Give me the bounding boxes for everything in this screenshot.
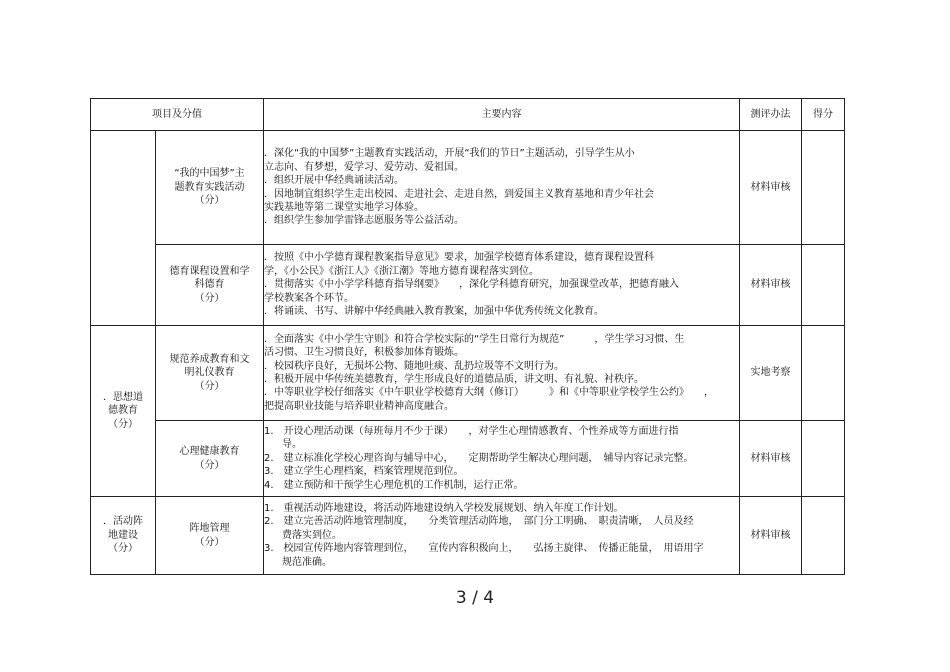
- method-cell: 材料审核: [740, 245, 802, 326]
- content-line: ．因地制宜组织学生走出校园、走进社会、走进自然，到爱国主义教育基地和青少年社会: [264, 188, 654, 200]
- subitem-cell: [156, 421, 264, 497]
- subitem-line: （分）: [194, 459, 225, 471]
- header-method: 测评办法: [740, 99, 802, 131]
- content-line: 学校教案各个环节。: [264, 292, 354, 304]
- group-label-line: 地建设: [108, 529, 138, 541]
- content-line: ．组织学生参加学雷锋志愿服务等公益活动。: [264, 215, 464, 227]
- method-cell: 材料审核: [740, 131, 802, 245]
- content-line: 活习惯、卫生习惯良好，积极参加体育锻炼。: [264, 347, 464, 359]
- evaluation-table: [90, 98, 845, 575]
- method-cell: 材料审核: [740, 421, 802, 497]
- table-row: [91, 131, 845, 245]
- score-cell: [802, 326, 845, 421]
- score-cell: [802, 421, 845, 497]
- method-cell: 实地考察: [740, 326, 802, 421]
- content-line: 1. 开设心理活动课（每班每月不少于课） ，对学生心理情感教育、个性养成等方面进行指: [264, 425, 679, 437]
- table-header-row: [91, 99, 845, 131]
- content-line: ．全面落实《中小学生守则》和符合学校实际的“学生日常行为规范” ，学生学习习惯、生: [264, 333, 685, 345]
- subitem-line: 明礼仪教育: [184, 367, 235, 379]
- content-line: 3. 校园宣传阵地内容管理到位， 宣传内容积极向上， 弘扬主旋律、 传播正能量， 用语用字: [264, 543, 704, 555]
- content-line: 4. 建立预防和干预学生心理危机的工作机制，运行正常。: [264, 479, 524, 491]
- table-row: [91, 326, 845, 421]
- subitem-line: 科德育: [194, 279, 225, 291]
- content-line: 2. 建立完善活动阵地管理制度， 分类管理活动阵地， 部门分工明确、 职责清晰， 人员及经: [264, 516, 694, 528]
- content-line: ．组织开展中华经典诵读活动。: [264, 175, 404, 187]
- table-row: [91, 245, 845, 326]
- group-label-line: （分）: [108, 418, 138, 430]
- content-line: ．贯彻落实《中小学学科德育指导纲要》 ，深化学科德育研究，加强课堂改革，把德育融入: [264, 279, 679, 291]
- content-line: 实践基地等第二课堂实地学习体验。: [264, 201, 424, 213]
- header-content: 主要内容: [264, 99, 740, 131]
- content-line: 导。: [282, 439, 302, 451]
- content-line: ．按照《中小学德育课程教案指导意见》要求，加强学校德育体系建设，德育课程设置科: [264, 252, 654, 264]
- content-cell: [264, 131, 740, 245]
- subitem-line: （分）: [194, 195, 225, 207]
- subitem-line: 规范养成教育和文: [169, 353, 250, 365]
- score-cell: [802, 131, 845, 245]
- subitem-line: （分）: [194, 292, 225, 304]
- group-cell: [91, 497, 156, 575]
- subitem-cell: [156, 245, 264, 326]
- header-score: 得分: [802, 99, 845, 131]
- subitem-cell: [156, 497, 264, 575]
- group-label-line: 德教育: [108, 405, 138, 417]
- header-item: 项目及分值: [91, 99, 264, 131]
- subitem-cell: [156, 131, 264, 245]
- content-line: 规范准确。: [282, 556, 332, 568]
- group-label-line: （分）: [108, 543, 138, 555]
- group-label-line: ．活动阵: [103, 516, 143, 528]
- subitem-line: （分）: [194, 380, 225, 392]
- table-row: [91, 497, 845, 575]
- group-cell: [91, 326, 156, 497]
- subitem-line: （分）: [194, 536, 225, 548]
- group-cell-empty: [91, 131, 156, 326]
- subitem-line: 阵地管理: [189, 523, 230, 535]
- content-line: 费落实到位。: [282, 529, 342, 541]
- subitem-line: 德育课程设置和学: [169, 265, 250, 277]
- content-line: ．校园秩序良好，无损坏公物、随地吐痰、乱扔垃圾等不文明行为。: [264, 360, 564, 372]
- content-line: 立志向、有梦想，爱学习、爱劳动、爱祖国。: [264, 161, 464, 173]
- table-row: [91, 421, 845, 497]
- content-line: ．将诵读、书写、讲解中华经典融入教育教案，加强中华优秀传统文化教育。: [264, 306, 604, 318]
- content-cell: [264, 245, 740, 326]
- group-label-line: ．思想道: [103, 391, 143, 403]
- content-line: 3. 建立学生心理档案，档案管理规范到位。: [264, 466, 464, 478]
- content-cell: [264, 326, 740, 421]
- content-line: 1. 重视活动阵地建设，将活动阵地建设纳入学校发展规划、纳入年度工作计划。: [264, 502, 624, 514]
- subitem-line: “我的中国梦”主: [174, 168, 245, 180]
- content-line: ．深化“我的中国梦”主题教育实践活动，开展“我们的节日”主题活动，引导学生从小: [264, 148, 635, 160]
- subitem-cell: [156, 326, 264, 421]
- method-cell: 材料审核: [740, 497, 802, 575]
- page-number: 3 / 4: [455, 588, 495, 608]
- content-line: ．中等职业学校仔细落实《中午职业学校德育大纲（修订） 》和《中等职业学校学生公约》 ，: [264, 387, 714, 399]
- content-line: 2. 建立标准化学校心理咨询与辅导中心， 定期帮助学生解决心理问题， 辅导内容记录完整。: [264, 452, 694, 464]
- subitem-line: 题教育实践活动: [174, 181, 245, 193]
- score-cell: [802, 497, 845, 575]
- content-cell: [264, 497, 740, 575]
- content-line: 把提高职业技能与培养职业精神高度融合。: [264, 400, 454, 412]
- content-line: ．积极开展中华传统美德教育，学生形成良好的道德品质，讲文明、有礼貌、衬秩序。: [264, 374, 644, 385]
- subitem-line: 心理健康教育: [179, 446, 240, 458]
- content-cell: [264, 421, 740, 497]
- content-line: 学，《小公民》《浙江人》《浙江潮》等地方德育课程落实到位。: [264, 265, 539, 277]
- score-cell: [802, 245, 845, 326]
